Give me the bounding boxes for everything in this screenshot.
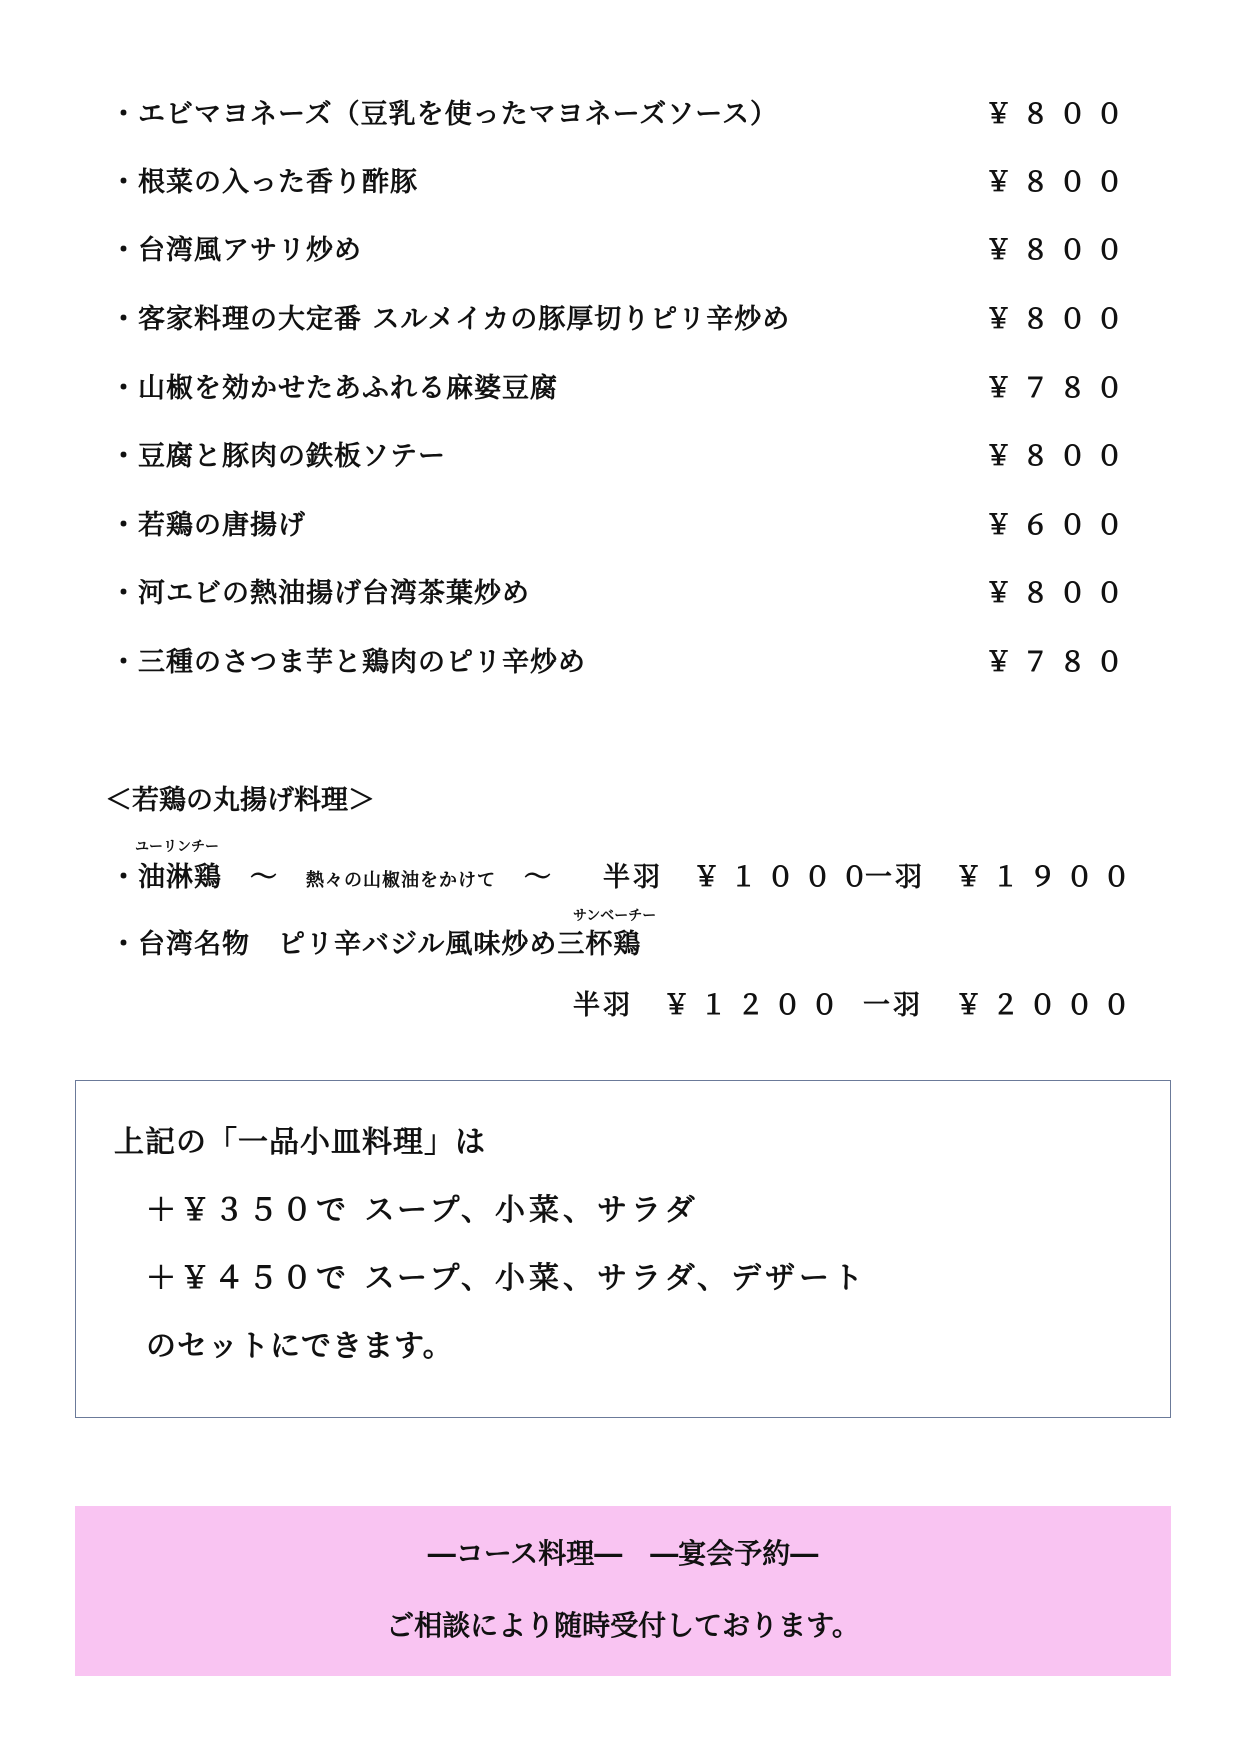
sanbeichi-half-price: ￥１２００ bbox=[663, 990, 848, 1021]
set-info-box bbox=[75, 1080, 1171, 1418]
set-info-line: ＋￥４５０で スープ、小菜、サラダ、デザート bbox=[146, 1261, 867, 1296]
youlinchi-half-label: 半羽 bbox=[603, 862, 663, 893]
ruby-sanbeichi: サンベーチー bbox=[573, 908, 657, 924]
sanbeichi-name: 三杯鶏 bbox=[557, 929, 642, 960]
sanbeichi-whole-label: 一羽 bbox=[863, 990, 923, 1021]
youlinchi-whole-price: ￥１９００ bbox=[955, 862, 1140, 893]
menu-item-name: ・三種のさつま芋と鶏肉のピリ辛炒め bbox=[110, 647, 586, 678]
menu-item-price: ￥８００ bbox=[985, 235, 1133, 266]
menu-item-price: ￥８００ bbox=[985, 441, 1133, 472]
menu-item-price: ￥７８０ bbox=[985, 373, 1133, 404]
course-banner bbox=[75, 1506, 1171, 1676]
tilde-close: ～ bbox=[524, 862, 552, 893]
ruby-youlinchi: ユーリンチー bbox=[135, 839, 219, 855]
youlinchi-name: ・油淋鶏 bbox=[110, 862, 222, 893]
set-info-line: のセットにできます。 bbox=[146, 1329, 454, 1364]
youlinchi-description: 熱々の山椒油をかけて bbox=[306, 870, 496, 891]
sanbeichi-half-label: 半羽 bbox=[573, 990, 633, 1021]
menu-item-name: ・河エビの熱油揚げ台湾茶葉炒め bbox=[110, 578, 530, 609]
tilde-open: ～ bbox=[250, 862, 278, 893]
youlinchi-half-price: ￥１０００ bbox=[693, 862, 878, 893]
menu-item-name: ・若鶏の唐揚げ bbox=[110, 510, 306, 541]
menu-item-name: ・客家料理の大定番 スルメイカの豚厚切りピリ辛炒め bbox=[110, 304, 791, 335]
menu-item-price: ￥８００ bbox=[985, 578, 1133, 609]
sanbeichi-name-prefix: ・台湾名物 ピリ辛バジル風味炒め bbox=[110, 929, 558, 960]
menu-item-name: ・山椒を効かせたあふれる麻婆豆腐 bbox=[110, 373, 558, 404]
menu-item-price: ￥８００ bbox=[985, 99, 1133, 130]
menu-item-price: ￥８００ bbox=[985, 167, 1133, 198]
youlinchi-whole-label: 一羽 bbox=[865, 862, 925, 893]
sanbeichi-whole-price: ￥２０００ bbox=[955, 990, 1140, 1021]
set-info-line: 上記の「一品小皿料理」は bbox=[114, 1125, 486, 1160]
menu-item-name: ・根菜の入った香り酢豚 bbox=[110, 167, 418, 198]
banner-text: ご相談により随時受付しております。 bbox=[386, 1609, 860, 1642]
menu-item-price: ￥８００ bbox=[985, 304, 1133, 335]
menu-item-name: ・エビマヨネーズ（豆乳を使ったマヨネーズソース） bbox=[110, 99, 778, 130]
menu-item-price: ￥６００ bbox=[985, 510, 1133, 541]
menu-item-name: ・豆腐と豚肉の鉄板ソテー bbox=[110, 441, 446, 472]
set-info-line: ＋￥３５０で スープ、小菜、サラダ bbox=[146, 1193, 699, 1228]
section-title-whole-chicken: ＜若鶏の丸揚げ料理＞ bbox=[105, 785, 375, 816]
menu-item-sanbeichi bbox=[110, 922, 641, 961]
menu-item-youlinchi bbox=[110, 855, 552, 894]
banner-title: ―コース料理― ―宴会予約― bbox=[427, 1537, 819, 1570]
menu-item-name: ・台湾風アサリ炒め bbox=[110, 235, 362, 266]
menu-item-price: ￥７８０ bbox=[985, 647, 1133, 678]
